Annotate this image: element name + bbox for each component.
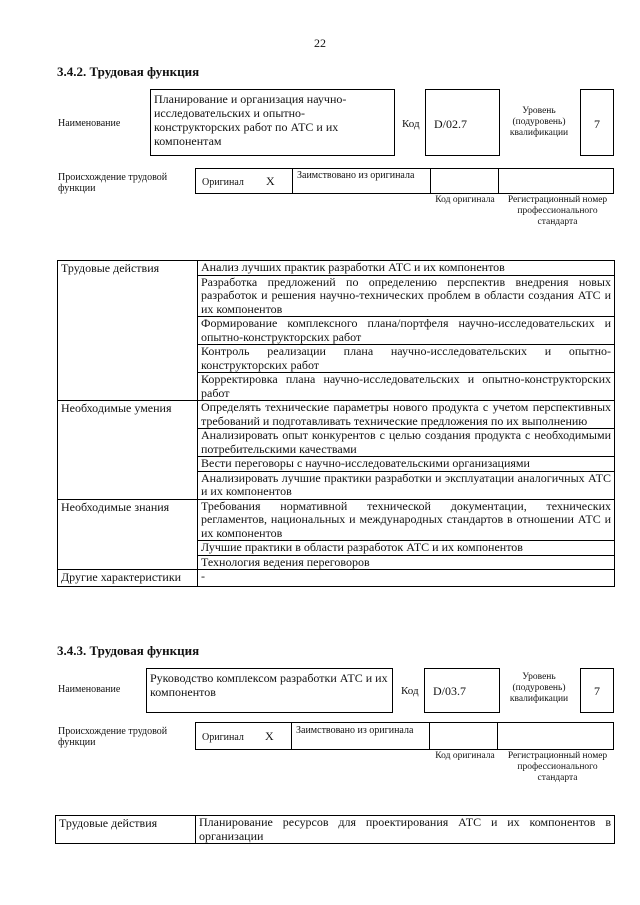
labor-actions-label: Трудовые действия bbox=[56, 816, 196, 844]
reg-number-label: Регистрационный номер профессионального стандарта bbox=[507, 751, 608, 783]
name-label: Наименование bbox=[58, 118, 121, 129]
borrowed-label: Заимствовано из оригинала bbox=[296, 725, 414, 736]
borrowed-label: Заимствовано из оригинала bbox=[297, 170, 415, 181]
section-heading: 3.4.2. Трудовая функция bbox=[57, 64, 200, 79]
name-label: Наименование bbox=[58, 684, 121, 695]
origin-label: Происхождение трудовой функции bbox=[58, 726, 168, 748]
code-original-label: Код оригинала bbox=[435, 195, 495, 205]
page-number: 22 bbox=[314, 36, 326, 50]
code-label: Код bbox=[402, 118, 420, 130]
original-mark: X bbox=[266, 174, 275, 188]
knowledge-label: Необходимые знания bbox=[58, 499, 198, 570]
code-value: D/03.7 bbox=[424, 668, 500, 713]
original-label: Оригинал bbox=[202, 732, 244, 743]
skill-item: Определять технические параметры нового продукта с учетом перспективных требований и подготавливать технические предложения по их выполнению bbox=[198, 401, 615, 429]
labor-action-item: Разработка предложений по определению перспектив внедрения новых разработок и решения научно-технических проблем в области создания АТС и их компонентов bbox=[198, 275, 615, 317]
knowledge-item: Требования нормативной технической документации, технических регламентов, национальных и международных стандартов в отношении АТС и их компонентов bbox=[198, 499, 615, 541]
labor-action-item: Планирование ресурсов для проектирования АТС и их компонентов в организации bbox=[196, 816, 615, 844]
labor-action-item: Анализ лучших практик разработки АТС и их компонентов bbox=[198, 261, 615, 276]
level-label: Уровень (подуровень) квалификации bbox=[509, 106, 569, 138]
other-characteristics-value: - bbox=[198, 570, 615, 587]
level-label: Уровень (подуровень) квалификации bbox=[509, 672, 569, 704]
name-value: Руководство комплексом разработки АТС и их компонентов bbox=[146, 668, 393, 713]
original-label: Оригинал bbox=[202, 177, 244, 188]
section-heading: 3.4.3. Трудовая функция bbox=[57, 643, 200, 658]
labor-action-item: Контроль реализации плана научно-исследовательских и опытно-конструкторских работ bbox=[198, 345, 615, 373]
labor-action-item: Корректировка плана научно-исследовательских и опытно-конструкторских работ bbox=[198, 373, 615, 401]
labor-function-table bbox=[55, 815, 615, 844]
skills-label: Необходимые умения bbox=[58, 401, 198, 500]
other-characteristics-label: Другие характеристики bbox=[58, 570, 198, 587]
code-value: D/02.7 bbox=[425, 89, 500, 156]
code-original-label: Код оригинала bbox=[435, 751, 495, 761]
origin-label: Происхождение трудовой функции bbox=[58, 172, 168, 194]
reg-number-label: Регистрационный номер профессионального стандарта bbox=[507, 195, 608, 227]
level-value: 7 bbox=[580, 89, 614, 156]
origin-table bbox=[195, 168, 614, 194]
original-mark: X bbox=[265, 729, 274, 743]
skill-item: Анализировать опыт конкурентов с целью создания продукта с необходимыми потребительскими качествами bbox=[198, 429, 615, 457]
labor-action-item: Формирование комплексного плана/портфеля научно-исследовательских и опытно-конструкторских работ bbox=[198, 317, 615, 345]
skill-item: Анализировать лучшие практики разработки и эксплуатации аналогичных АТС и их компонентов bbox=[198, 471, 615, 499]
level-value: 7 bbox=[580, 668, 614, 713]
labor-actions-label: Трудовые действия bbox=[58, 261, 198, 401]
skill-item: Вести переговоры с научно-исследовательскими организациями bbox=[198, 457, 615, 472]
origin-table bbox=[195, 722, 614, 750]
name-value: Планирование и организация научно-исследовательских и опытно-конструкторских работ по АТС и их компонентам bbox=[150, 89, 395, 156]
code-label: Код bbox=[401, 685, 419, 697]
knowledge-item: Лучшие практики в области разработок АТС и их компонентов bbox=[198, 541, 615, 556]
knowledge-item: Технология ведения переговоров bbox=[198, 555, 615, 570]
labor-function-table bbox=[57, 260, 615, 587]
